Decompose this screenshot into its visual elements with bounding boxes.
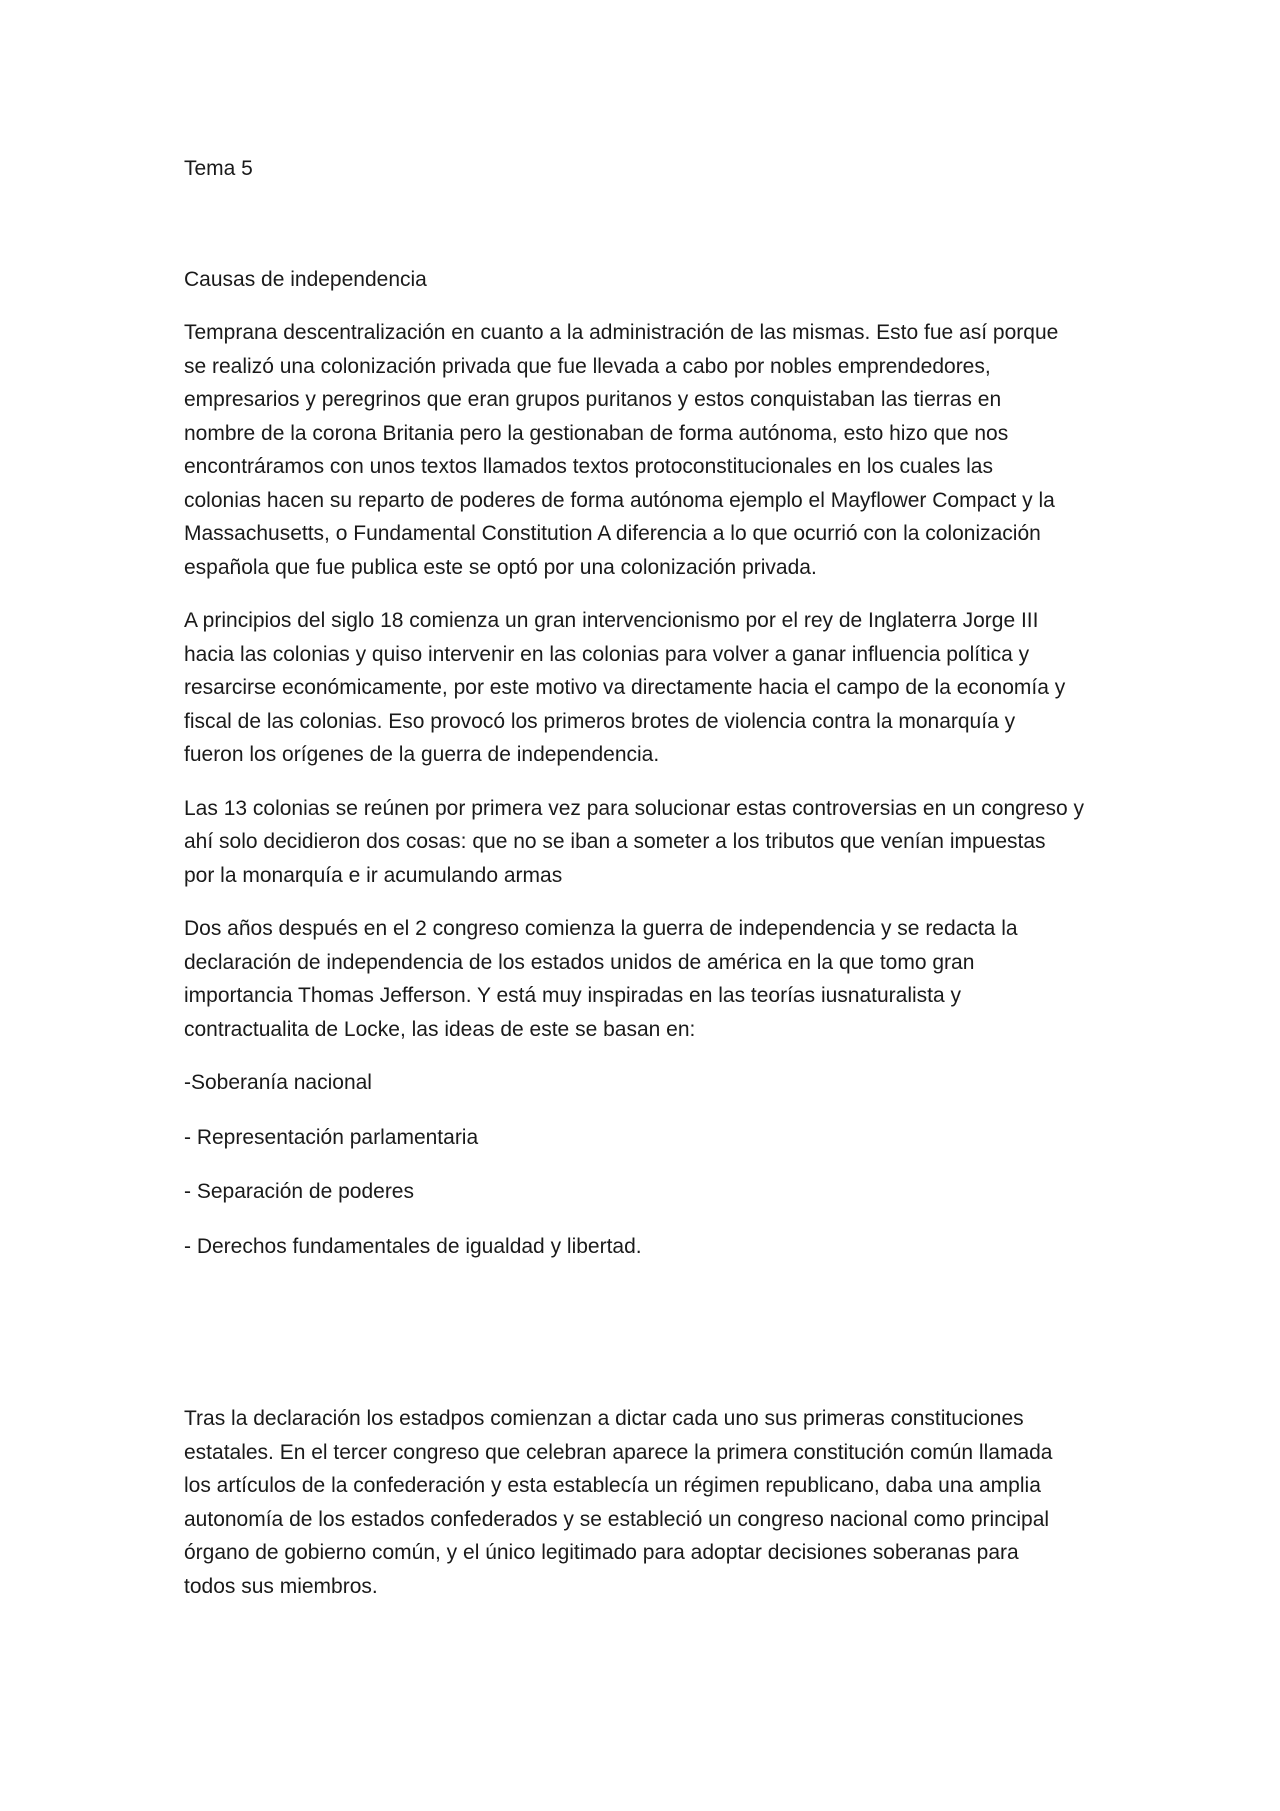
text-line: Dos años después en el 2 congreso comienza la guerra de independencia y se redacta la <box>184 917 1018 940</box>
list-item: - Derechos fundamentales de igualdad y libertad. <box>184 1234 642 1258</box>
text-line: empresarios y peregrinos que eran grupos puritanos y estos conquistaban las tierras en <box>184 388 1002 411</box>
section-heading: Causas de independencia <box>184 267 427 291</box>
paragraph-second-congress <box>184 912 1109 1046</box>
text-line: fueron los orígenes de la guerra de independencia. <box>184 743 660 766</box>
text-line: Tras la declaración los estadpos comienzan a dictar cada uno sus primeras constituciones <box>184 1407 1024 1430</box>
blank-space <box>184 1284 1109 1402</box>
document-title: Tema 5 <box>184 157 253 180</box>
text-line: Las 13 colonias se reúnen por primera vez para solucionar estas controversias en un congreso y <box>184 796 1084 820</box>
text-line: autonomía de los estados confederados y se estableció un congreso nacional como principal <box>184 1507 1050 1531</box>
text-line: contractualita de Locke, las ideas de este se basan en: <box>184 1017 696 1041</box>
list-item: - Separación de poderes <box>184 1180 414 1203</box>
text-line: ahí solo decidieron dos cosas: que no se iban a someter a los tributos que venían impuestas <box>184 830 1046 853</box>
text-line: por la monarquía e ir acumulando armas <box>184 863 563 887</box>
text-line: importancia Thomas Jefferson. Y está muy inspiradas en las teorías iusnaturalista y <box>184 984 962 1007</box>
paragraph-decentralization <box>184 316 1109 584</box>
text-line: nombre de la corona Britania pero la gestionaban de forma autónoma, esto hizo que nos <box>184 421 1009 445</box>
ideas-list <box>184 1066 1109 1263</box>
text-line: declaración de independencia de los estados unidos de américa en la que tomo gran <box>184 950 975 974</box>
text-line: fiscal de las colonias. Eso provocó los primeros brotes de violencia contra la monarquía y <box>184 709 1016 733</box>
text-line: encontráramos con unos textos llamados textos protoconstitucionales en los cuales las <box>184 455 993 478</box>
paragraph-interventionism <box>184 604 1109 772</box>
text-line: A principios del siglo 18 comienza un gran intervencionismo por el rey de Inglaterra Jorge III <box>184 609 1039 632</box>
text-line: Massachusetts, o Fundamental Constitution A diferencia a lo que ocurrió con la colonización <box>184 522 1041 545</box>
text-line: resarcirse económicamente, por este motivo va directamente hacia el campo de la economía y <box>184 676 1066 699</box>
text-line: se realizó una colonización privada que fue llevada a cabo por nobles emprendedores, <box>184 354 991 378</box>
paragraph-first-congress <box>184 792 1109 893</box>
text-line: colonias hacen su reparto de poderes de forma autónoma ejemplo el Mayflower Compact y la <box>184 488 1055 512</box>
list-item: -Soberanía nacional <box>184 1071 372 1094</box>
text-line: Temprana descentralización en cuanto a la administración de las mismas. Esto fue así porque <box>184 321 1059 344</box>
text-line: española que fue publica este se optó por una colonización privada. <box>184 555 817 579</box>
document-body <box>184 152 1109 1623</box>
text-line: hacia las colonias y quiso intervenir en las colonias para volver a ganar influencia política y <box>184 642 1030 666</box>
text-line: órgano de gobierno común, y el único legitimado para adoptar decisiones soberanas para <box>184 1541 1019 1564</box>
text-line: estatales. En el tercer congreso que celebran aparece la primera constitución común llamada <box>184 1440 1053 1464</box>
list-item: - Representación parlamentaria <box>184 1125 479 1149</box>
text-line: los artículos de la confederación y esta establecía un régimen republicano, daba una amplia <box>184 1474 1041 1497</box>
paragraph-articles-confederation <box>184 1402 1109 1603</box>
text-line: todos sus miembros. <box>184 1574 378 1598</box>
